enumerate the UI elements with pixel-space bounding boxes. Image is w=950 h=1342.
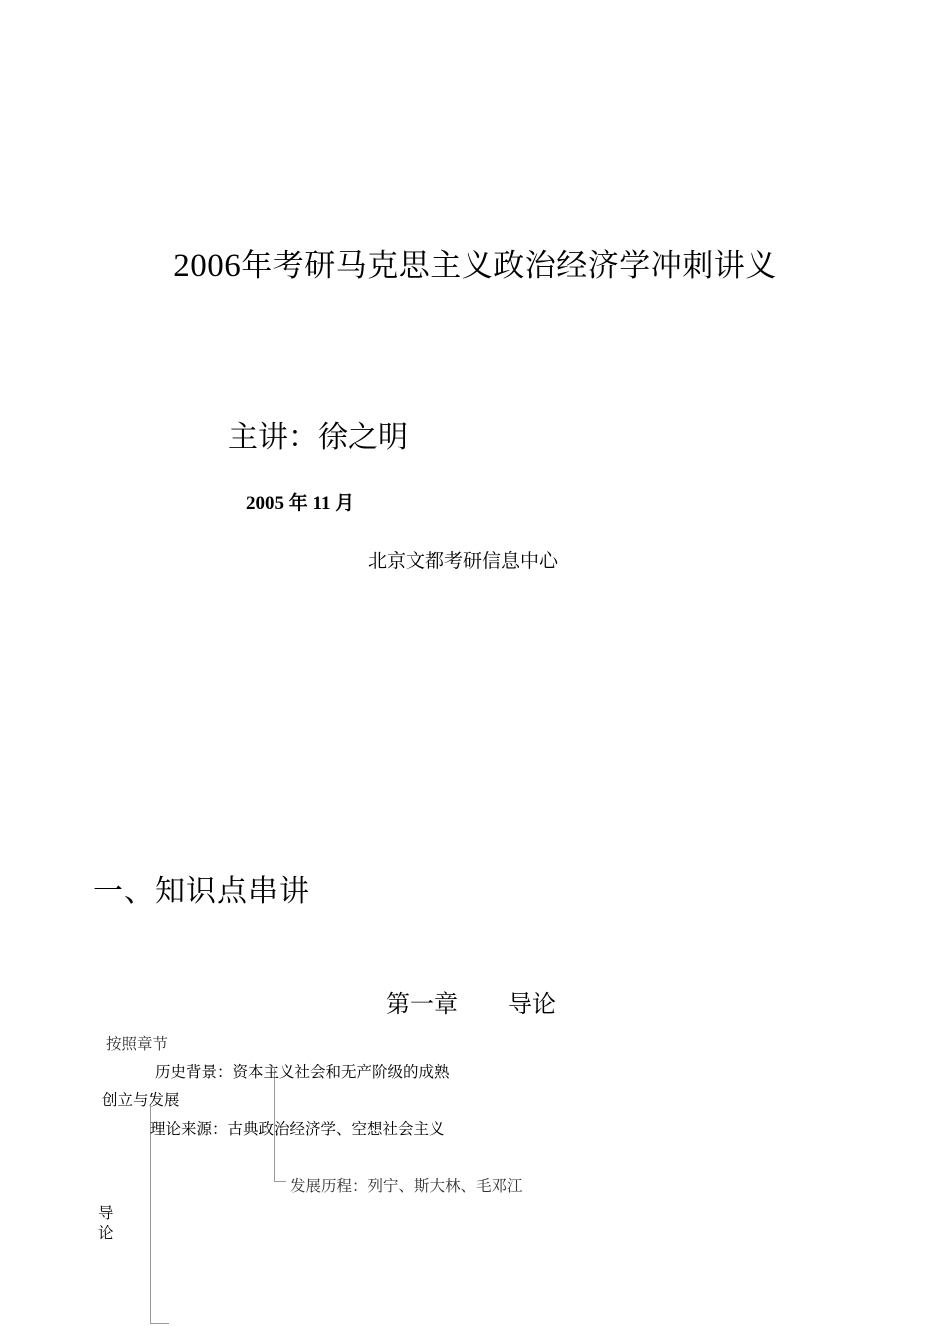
- outline-intro-label: 导论: [98, 1204, 114, 1242]
- outline-bracket-main-tick: [150, 1323, 169, 1324]
- outline-founding-development: 创立与发展: [102, 1091, 180, 1109]
- title-year: 2006: [173, 248, 242, 284]
- lecturer-line: 主讲：徐之明: [228, 420, 408, 455]
- outline-development-course: 发展历程：列宁、斯大林、毛邓江: [290, 1177, 523, 1195]
- title-text: 年考研马克思主义政治经济学冲刺讲义: [241, 248, 777, 284]
- outline-bracket-sub-tick: [274, 1181, 286, 1182]
- chapter-number: 第一章: [386, 990, 458, 1018]
- outline-arrange-label: 按照章节: [106, 1035, 169, 1053]
- outline-theory-sources: 理论来源：古典政治经济学、空想社会主义: [150, 1120, 445, 1138]
- outline-history-background: 历史背景：资本主义社会和无产阶级的成熟: [155, 1063, 450, 1081]
- publication-date: 2005 年 11 月: [246, 493, 355, 514]
- chapter-title: [386, 984, 556, 1019]
- document-title: [0, 240, 950, 285]
- section-heading: 一、知识点串讲: [93, 874, 310, 909]
- chapter-name: 导论: [508, 990, 556, 1018]
- publisher-name: 北京文都考研信息中心: [368, 550, 559, 572]
